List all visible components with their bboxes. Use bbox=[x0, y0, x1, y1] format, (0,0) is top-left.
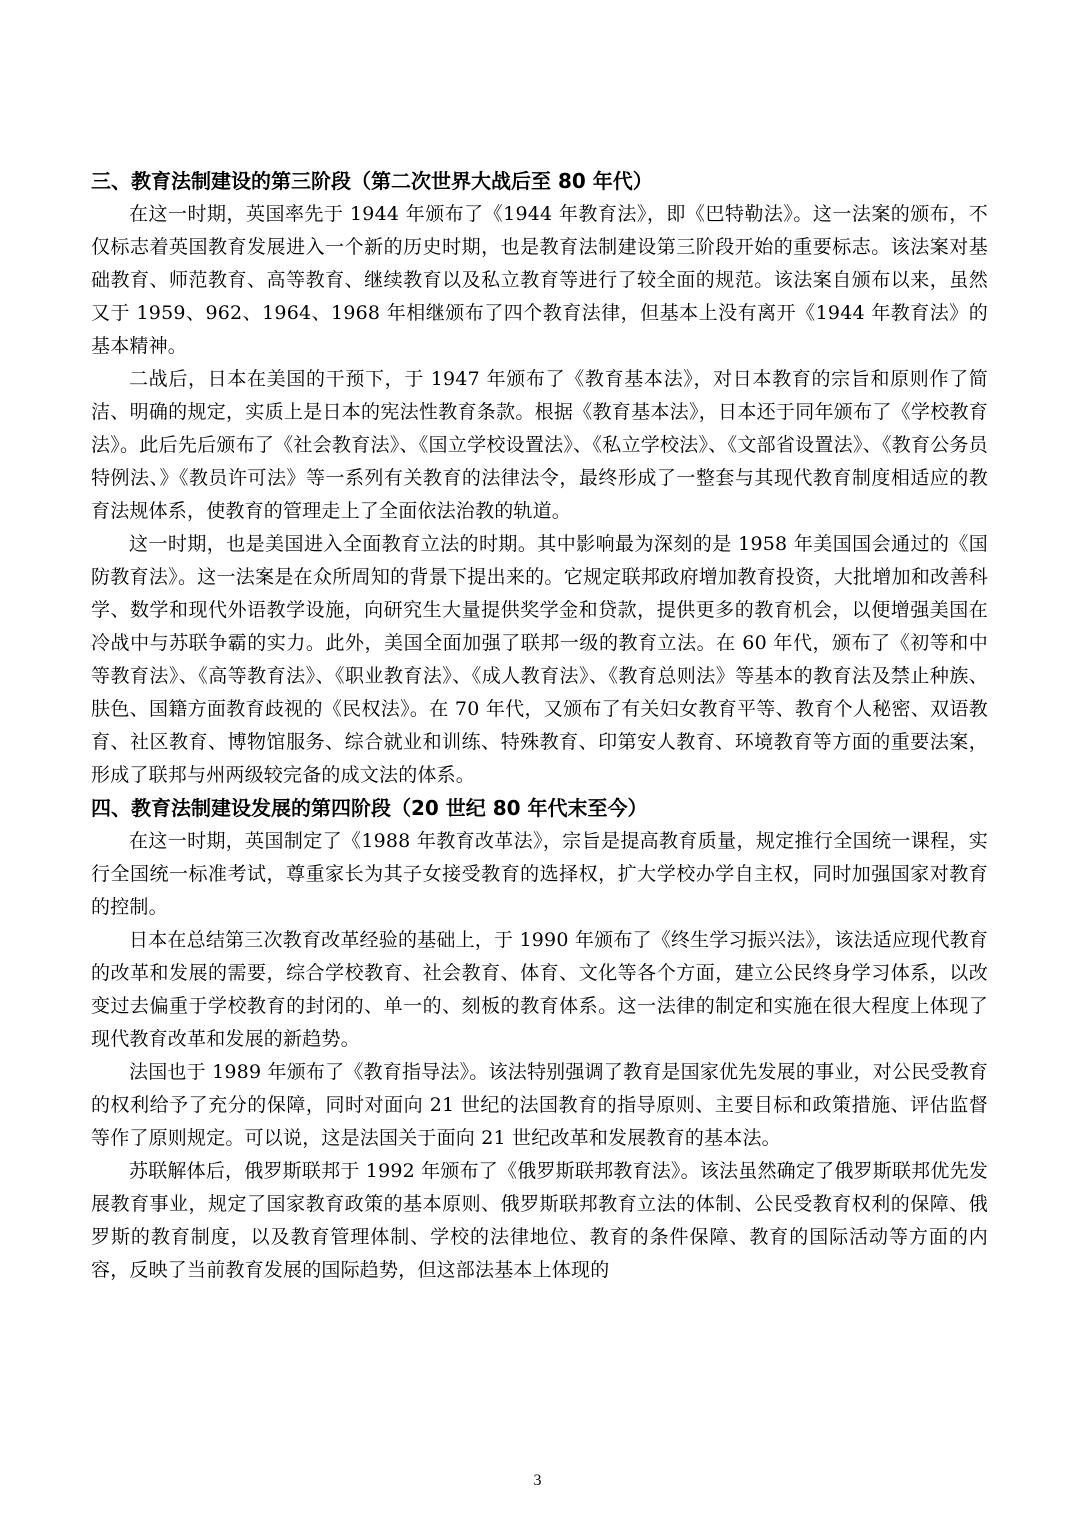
paragraph: 二战后，日本在美国的干预下，于 1947 年颁布了《教育基本法》，对日本教育的宗旨和原则作了简洁、明确的规定，实质上是日本的宪法性教育条款。根据《教育基本法》，日本还于同年颁布了《学校教育法》。此后先后颁布了《社会教育法》、《国立学校设置法》、《私立学校法》、《文部省设置法》、《教育公务员特例法、》《教员许可法》等一系列有关教育的法律法令，最终形成了一整套与其现代教育制度相适应的教育法规体系，使教育的管理走上了全面依法治教的轨道。 bbox=[91, 368, 988, 522]
section-heading: 四、教育法制建设发展的第四阶段（20 世纪 80 年代末至今） bbox=[91, 796, 648, 820]
paragraph: 日本在总结第三次教育改革经验的基础上，于 1990 年颁布了《终生学习振兴法》，该法适应现代教育的改革和发展的需要，综合学校教育、社会教育、体育、文化等各个方面，建立公民终身学习体系，以改变过去偏重于学校教育的封闭的、单一的、刻板的教育体系。这一法律的制定和实施在很大程度上体现了现代教育改革和发展的新趋势。 bbox=[91, 929, 988, 1050]
paragraph: 这一时期，也是美国进入全面教育立法的时期。其中影响最为深刻的是 1958 年美国国会通过的《国防教育法》。这一法案是在众所周知的背景下提出来的。它规定联邦政府增加教育投资，大批增加和改善科学、数学和现代外语教学设施，向研究生大量提供奖学金和贷款，提供更多的教育机会，以便增强美国在冷战中与苏联争霸的实力。此外，美国全面加强了联邦一级的教育立法。在 60 年代，颁布了《初等和中等教育法》、《高等教育法》、《职业教育法》、《成人教育法》、《教育总则法》等基本的教育法及禁止种族、肤色、国籍方面教育歧视的《民权法》。在 70 年代，又颁布了有关妇女教育平等、教育个人秘密、双语教育、社区教育、博物馆服务、综合就业和训练、特殊教育、印第安人教育、环境教育等方面的重要法案，形成了联邦与州两级较完备的成文法的体系。 bbox=[91, 533, 988, 786]
section-third-stage bbox=[91, 165, 988, 792]
paragraph: 苏联解体后，俄罗斯联邦于 1992 年颁布了《俄罗斯联邦教育法》。该法虽然确定了俄罗斯联邦优先发展教育事业，规定了国家教育政策的基本原则、俄罗斯联邦教育立法的体制、公民受教育权利的保障、俄罗斯的教育制度，以及教育管理体制、学校的法律地位、教育的条件保障、教育的国际活动等方面的内容，反映了当前教育发展的国际趋势，但这部法基本上体现的 bbox=[91, 1160, 988, 1281]
page-content bbox=[91, 165, 988, 1287]
paragraph: 法国也于 1989 年颁布了《教育指导法》。该法特别强调了教育是国家优先发展的事业，对公民受教育的权利给予了充分的保障，同时对面向 21 世纪的法国教育的指导原则、主要目标和政策措施、评估监督等作了原则规定。可以说，这是法国关于面向 21 世纪改革和发展教育的基本法。 bbox=[91, 1061, 988, 1149]
page-number: 3 bbox=[533, 1472, 542, 1489]
section-fourth-stage bbox=[91, 792, 988, 1287]
paragraph: 在这一时期，英国率先于 1944 年颁布了《1944 年教育法》，即《巴特勒法》。这一法案的颁布，不仅标志着英国教育发展进入一个新的历史时期，也是教育法制建设第三阶段开始的重要标志。该法案对基础教育、师范教育、高等教育、继续教育以及私立教育等进行了较全面的规范。该法案自颁布以来，虽然又于 1959、962、1964、1968 年相继颁布了四个教育法律，但基本上没有离开《1944 年教育法》的基本精神。 bbox=[91, 203, 988, 357]
section-heading: 三、教育法制建设的第三阶段（第二次世界大战后至 80 年代） bbox=[91, 169, 653, 193]
paragraph: 在这一时期，英国制定了《1988 年教育改革法》，宗旨是提高教育质量，规定推行全国统一课程，实行全国统一标准考试，尊重家长为其子女接受教育的选择权，扩大学校办学自主权，同时加强国家对教育的控制。 bbox=[91, 830, 988, 918]
